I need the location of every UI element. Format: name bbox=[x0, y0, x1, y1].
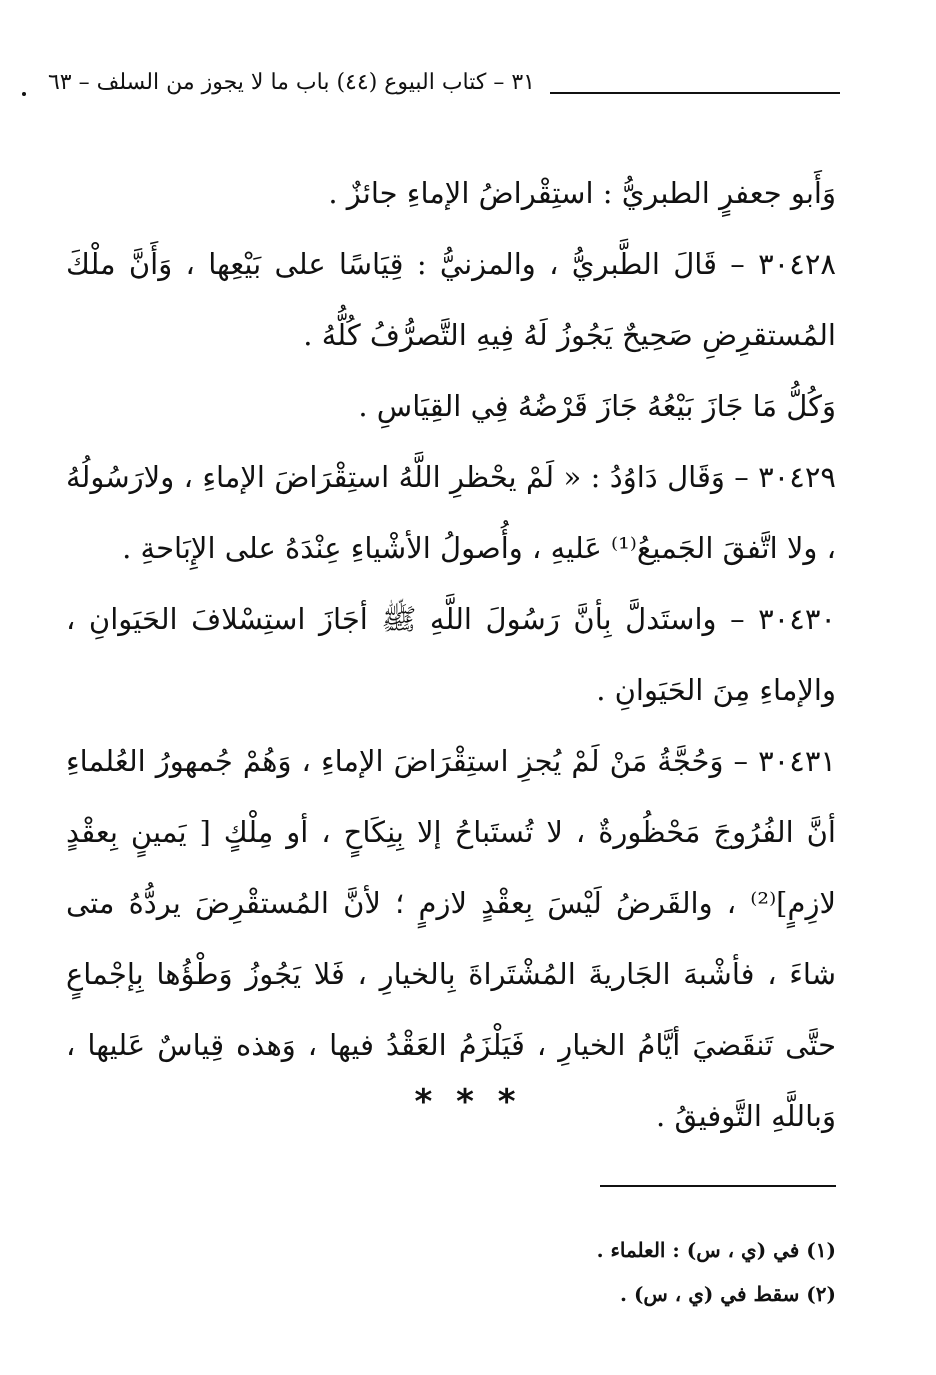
running-title: ٣١ – كتاب البيوع (٤٤) باب ما لا يجوز من السلف – ٦٣ bbox=[47, 70, 535, 95]
paragraph: وَكُلُّ مَا جَازَ بَيْعُهُ جَازَ قَرْضُهُ فِي القِيَاسِ . bbox=[358, 389, 836, 423]
footnote: (١) في (ي ، س) : العلماء . bbox=[596, 1238, 836, 1262]
page-header bbox=[47, 70, 840, 110]
footnote-rule bbox=[600, 1185, 836, 1187]
paragraph: ٣٠٤٣٠ – واستَدلَّ بِأنَّ رَسُولَ اللَّهِ ﷺ أجَازَ استِسْلافَ الحَيَوانِ ، والإماءِ مِنَ الحَيَوانِ . bbox=[66, 602, 836, 707]
margin-dot bbox=[22, 92, 26, 96]
paragraph: ٣٠٤٢٨ – قَالَ الطَّبريُّ ، والمزنيُّ : قِيَاسًا على بَيْعِها ، وَأَنَّ ملْكَ المُستقرِضِ صَحِيحٌ يَجُوزُ لَهُ فِيهِ التَّصرُّفُ كُلُّهُ . bbox=[66, 247, 836, 352]
footnotes bbox=[436, 1228, 836, 1316]
main-text bbox=[66, 158, 836, 1152]
footnote: (٢) سقط في (ي ، س) . bbox=[620, 1282, 836, 1306]
section-separator: * * * bbox=[414, 1082, 522, 1122]
header-rule bbox=[550, 92, 840, 94]
paragraph: وَأَبو جعفرٍ الطبريُّ : استِقْراضُ الإماءِ جائزٌ . bbox=[328, 176, 836, 210]
paragraph: ٣٠٤٣١ – وَحُجَّةُ مَنْ لَمْ يُجزِ استِقْرَاضَ الإماءِ ، وَهُمْ جُمهورُ العُلماءِ أنَّ الفُرُوجَ مَحْظُورةٌ ، لا تُستَباحُ إلا بِنِكَاحٍ ، أو مِلْكٍ [ يَمينٍ بِعقْدٍ لازِمٍ]⁽²⁾ ، والقَرضُ لَيْسَ بِعقْدٍ لازمٍ ؛ لأنَّ المُستقْرِضَ يردُّهُ متى شاءَ ، فأشْبهَ الجَاريةَ المُشْتَراةَ بِالخيارِ ، فَلا يَجُوزُ وَطْؤُها بِإجْماعٍ حتَّى تَنقَضيَ أيَّامُ الخيارِ ، فَيَلْزَمُ العَقْدُ فيها ، وَهذه قِياسٌ عَليها ، وَباللَّهِ التَّوفيقُ . bbox=[66, 744, 836, 1133]
paragraph: ٣٠٤٢٩ – وَقَال دَاوُدُ : « لَمْ يحْظرِ اللَّهُ استِقْرَاضَ الإماءِ ، ولارَسُولُهُ ، ولا اتَّفقَ الجَميعُ⁽¹⁾ عَليهِ ، وأُصولُ الأشْياءِ عِنْدَهُ على الإِبَاحةِ . bbox=[66, 460, 836, 565]
